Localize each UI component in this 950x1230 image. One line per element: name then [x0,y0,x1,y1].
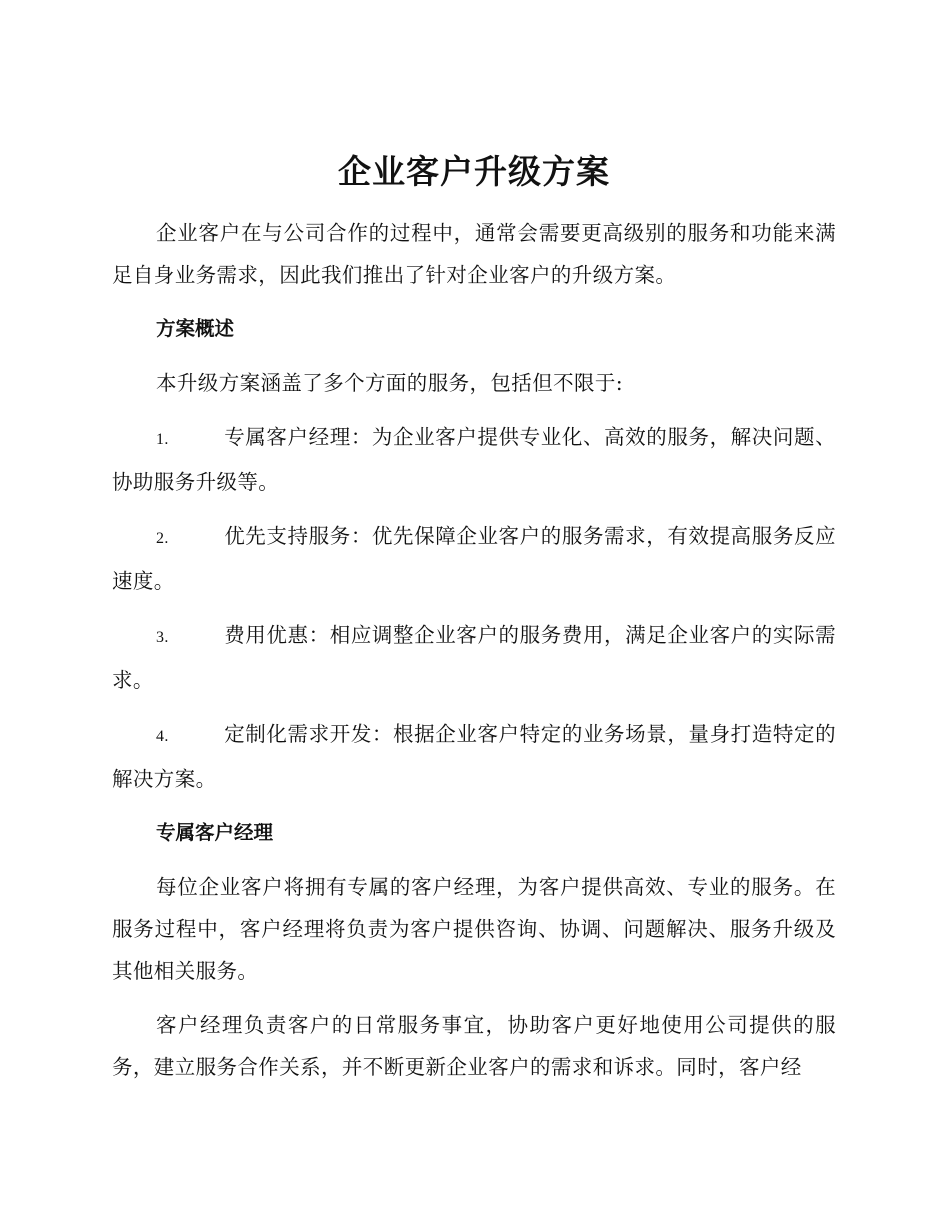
list-item-number: 4. [156,728,169,745]
account-manager-paragraph: 每位企业客户将拥有专属的客户经理，为客户提供高效、专业的服务。在服务过程中，客户经理将负责为客户提供咨询、协调、问题解决、服务升级及其他相关服务。 [112,875,836,983]
account-manager-paragraph: 客户经理负责客户的日常服务事宜，协助客户更好地使用公司提供的服务，建立服务合作关系，并不断更新企业客户的需求和诉求。同时，客户经 [112,1013,836,1079]
document-page [112,148,836,1100]
section-heading-account-manager: 专属客户经理 [156,821,274,844]
list-item [112,713,836,800]
list-item-text: 专属客户经理：为企业客户提供专业化、高效的服务，解决问题、协助服务升级等。 [112,425,836,494]
list-item-text: 费用优惠：相应调整企业客户的服务费用，满足企业客户的实际需求。 [112,623,836,692]
document-title: 企业客户升级方案 [338,152,610,191]
intro-paragraph: 企业客户在与公司合作的过程中，通常会需要更高级别的服务和功能来满足自身业务需求，因此我们推出了针对企业客户的升级方案。 [112,221,836,287]
list-item-text: 定制化需求开发：根据企业客户特定的业务场景，量身打造特定的解决方案。 [112,722,836,791]
list-item-number: 2. [156,530,169,547]
list-item [112,416,836,503]
list-item-text: 优先支持服务：优先保障企业客户的服务需求，有效提高服务反应速度。 [112,524,836,593]
section-heading-overview: 方案概述 [156,317,235,340]
list-item-number: 1. [156,431,169,448]
overview-lead-paragraph: 本升级方案涵盖了多个方面的服务，包括但不限于: [156,371,624,395]
list-item [112,515,836,602]
list-item-number: 3. [156,629,169,646]
list-item [112,614,836,701]
